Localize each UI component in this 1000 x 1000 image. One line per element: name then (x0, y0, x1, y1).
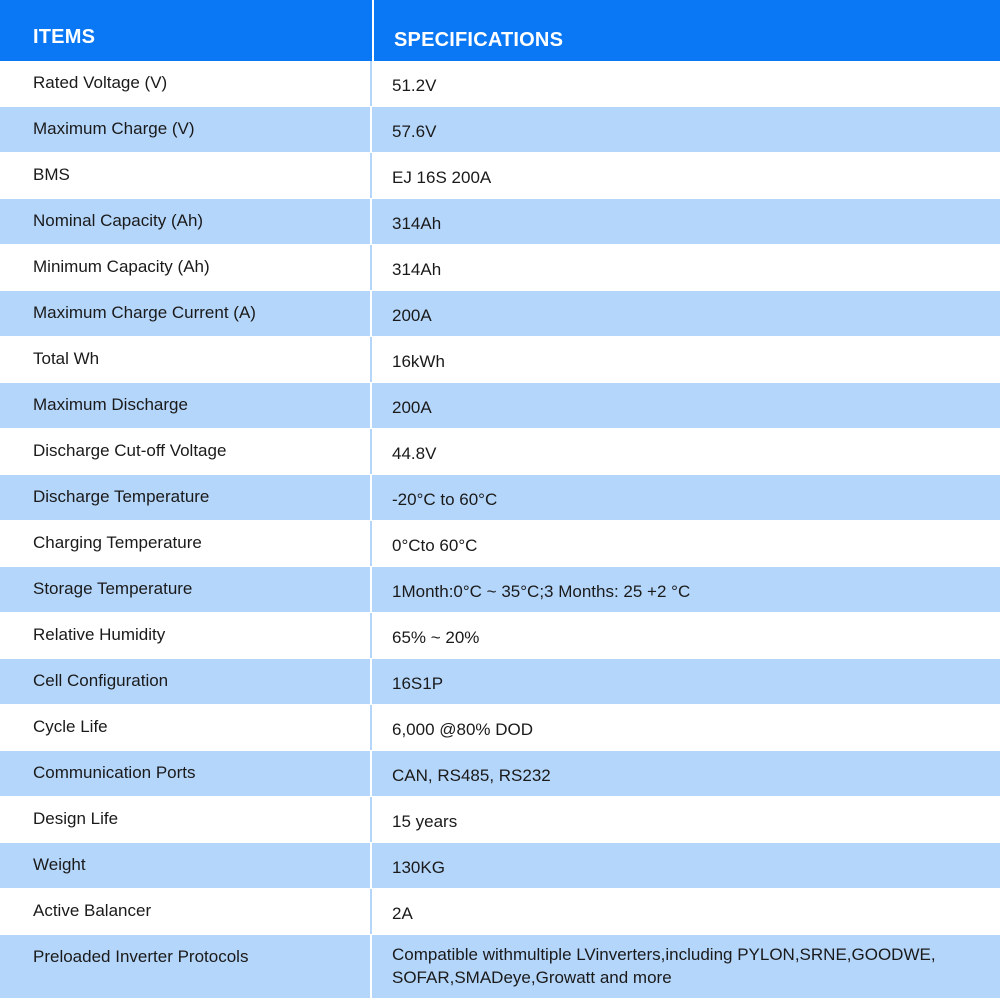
item-cell: Rated Voltage (V) (0, 61, 372, 106)
spec-cell: 16S1P (392, 674, 444, 693)
item-cell: Maximum Discharge (0, 383, 372, 428)
spec-cell: Compatible withmultiple LVinverters,including PYLON,SRNE,GOODWE, SOFAR,SMADeye,Growatt and more (392, 945, 936, 987)
item-cell: Minimum Capacity (Ah) (0, 245, 372, 290)
spec-cell: 130KG (392, 858, 445, 877)
spec-cell: 0°Cto 60°C (392, 536, 478, 555)
spec-cell: 314Ah (392, 214, 442, 233)
item-cell: Design Life (0, 797, 372, 842)
spec-cell: 200A (392, 398, 432, 417)
table-row (0, 521, 1000, 567)
spec-cell: 200A (392, 306, 432, 325)
spec-cell: 16kWh (392, 352, 445, 371)
item-cell: Total Wh (0, 337, 372, 382)
item-cell: Preloaded Inverter Protocols (0, 935, 372, 998)
table-row (0, 291, 1000, 337)
table-row (0, 613, 1000, 659)
item-cell: BMS (0, 153, 372, 198)
item-cell: Communication Ports (0, 751, 372, 796)
table-row (0, 107, 1000, 153)
table-row (0, 751, 1000, 797)
header-specifications: SPECIFICATIONS (372, 0, 1000, 61)
spec-cell: 6,000 @80% DOD (392, 720, 534, 739)
spec-cell: CAN, RS485, RS232 (392, 766, 551, 785)
spec-cell: EJ 16S 200A (392, 168, 492, 187)
table-row (0, 245, 1000, 291)
table-row (0, 429, 1000, 475)
item-cell: Discharge Cut-off Voltage (0, 429, 372, 474)
spec-cell: 1Month:0°C ~ 35°C;3 Months: 25 +2 °C (392, 582, 691, 601)
table-row (0, 383, 1000, 429)
spec-cell: 15 years (392, 812, 458, 831)
spec-cell: -20°C to 60°C (392, 490, 498, 509)
table-row (0, 935, 1000, 999)
item-cell: Maximum Charge (V) (0, 107, 372, 152)
header-items: ITEMS (33, 26, 96, 48)
item-cell: Nominal Capacity (Ah) (0, 199, 372, 244)
item-cell: Weight (0, 843, 372, 888)
spec-cell: 2A (392, 904, 413, 923)
item-cell: Storage Temperature (0, 567, 372, 612)
table-row (0, 659, 1000, 705)
table-body (0, 61, 1000, 999)
table-row (0, 475, 1000, 521)
table-row (0, 797, 1000, 843)
spec-cell: 65% ~ 20% (392, 628, 480, 647)
table-row (0, 153, 1000, 199)
table-row (0, 889, 1000, 935)
table-row (0, 705, 1000, 751)
spec-cell: 57.6V (392, 122, 437, 141)
table-row (0, 337, 1000, 383)
spec-cell: 44.8V (392, 444, 437, 463)
item-cell: Maximum Charge Current (A) (0, 291, 372, 336)
spec-cell: 51.2V (392, 76, 437, 95)
spec-cell: 314Ah (392, 260, 442, 279)
item-cell: Discharge Temperature (0, 475, 372, 520)
item-cell: Cycle Life (0, 705, 372, 750)
item-cell: Relative Humidity (0, 613, 372, 658)
table-row (0, 61, 1000, 107)
table-row (0, 567, 1000, 613)
table-row (0, 199, 1000, 245)
item-cell: Cell Configuration (0, 659, 372, 704)
table-row (0, 843, 1000, 889)
item-cell: Active Balancer (0, 889, 372, 934)
table-header (0, 0, 1000, 61)
item-cell: Charging Temperature (0, 521, 372, 566)
